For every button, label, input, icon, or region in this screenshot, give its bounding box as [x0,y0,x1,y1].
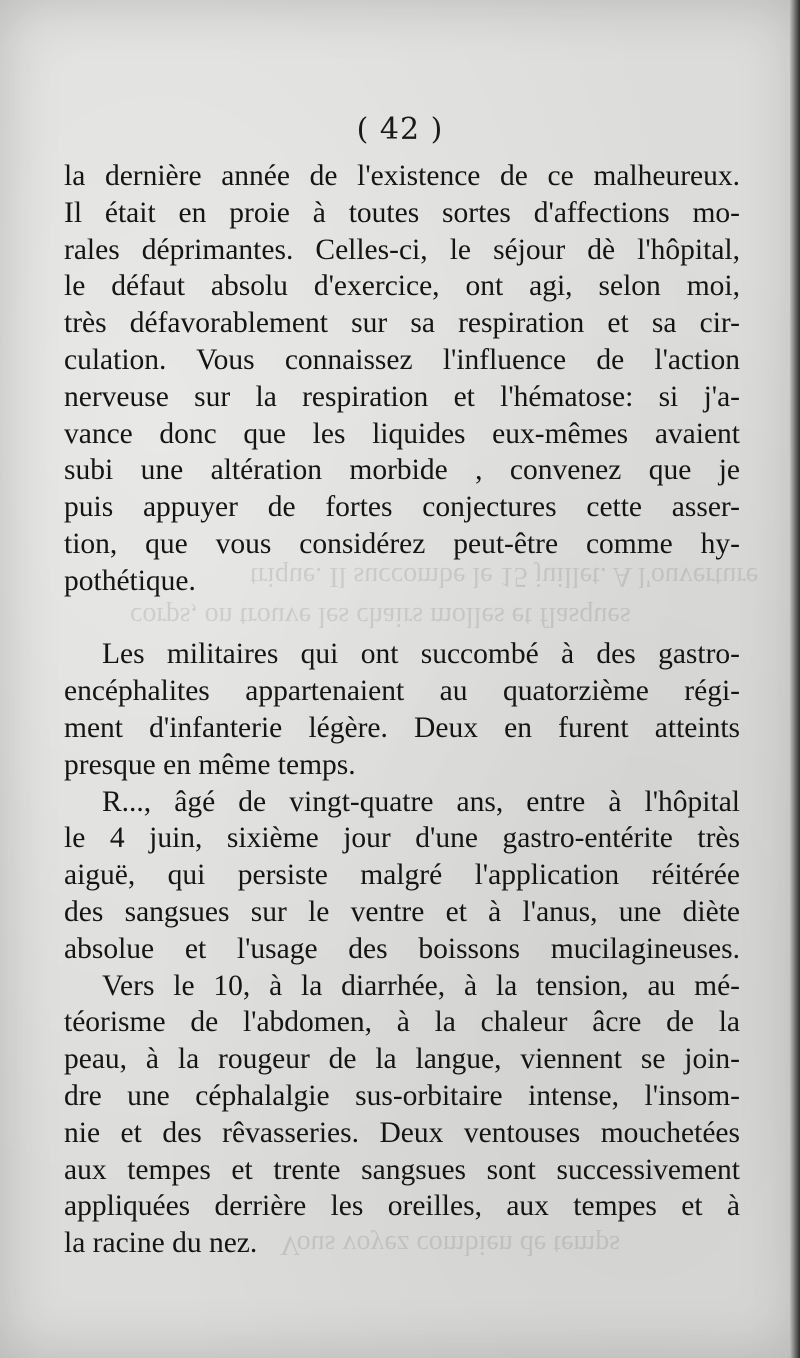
paragraph-gap [64,600,740,637]
text-line: des sangsues sur le ventre et à l'anus, une diète [64,895,740,928]
text-line: dre une céphalalgie sus-orbitaire intense, l'insom- [64,1079,740,1112]
text-line: la racine du nez. [64,1227,258,1260]
text-line: peau, à la rougeur de la langue, viennent se join- [64,1043,740,1076]
text-line: Les militaires qui ont succombé à des gastro- [102,638,740,671]
text-line: rales déprimantes. Celles-ci, le séjour dè l'hôpital, [64,233,740,266]
text-line: puis appuyer de fortes conjectures cette asser- [64,491,740,524]
text-line: Il était en proie à toutes sortes d'affections mo- [64,196,740,229]
text-line: nerveuse sur la respiration et l'hématose: si j'a- [64,380,740,413]
text-line: aux tempes et trente sangsues sont successivement [64,1153,740,1186]
page-edge-shadow [790,0,800,1358]
text-line: tion, que vous considérez peut-être comme hy- [64,527,740,560]
text-line: téorisme de l'abdomen, à la chaleur âcre de la [64,1006,740,1039]
text-line: la dernière année de l'existence de ce malheureux. [64,160,740,192]
bleed-through-text: trique. Il succombe le 15 juillet. A l'ouverture [250,561,759,592]
text-line: presque en même temps. [64,748,356,781]
text-line: appliquées derrière les oreilles, aux tempes et à [64,1190,740,1223]
text-line: pothétique. [64,564,196,597]
text-line: le défaut absolu d'exercice, ont agi, selon moi, [64,270,740,303]
page-number: ( 42 ) [356,112,444,147]
text-line: nie et des rêvasseries. Deux ventouses mouchetées [64,1116,740,1149]
text-line: culation. Vous connaissez l'influence de l'action [64,343,740,376]
text-line: vance donc que les liquides eux-mêmes avaient [64,417,740,450]
text-line: encéphalites appartenaient au quatorzième régi- [64,675,740,708]
bleed-through-text: Vous voyez combien de temps [280,1229,621,1260]
text-line: absolue et l'usage des boissons mucilagineuses. [64,932,740,965]
text-line: aiguë, qui persiste malgré l'application réitérée [64,859,740,892]
text-line: ment d'infanterie légère. Deux en furent atteints [64,711,740,744]
text-line: R..., âgé de vingt-quatre ans, entre à l'hôpital [102,785,740,818]
bleed-through-text: corps, on trouve les chairs molles et flasques [130,601,631,632]
text-line: très défavorablement sur sa respiration et sa cir- [64,307,740,340]
body-text [64,158,740,1262]
text-line: le 4 juin, sixième jour d'une gastro-entérite très [64,822,740,855]
text-line: Vers le 10, à la diarrhée, à la tension, au mé- [102,969,740,1002]
text-line: subi une altération morbide , convenez que je [64,454,740,487]
